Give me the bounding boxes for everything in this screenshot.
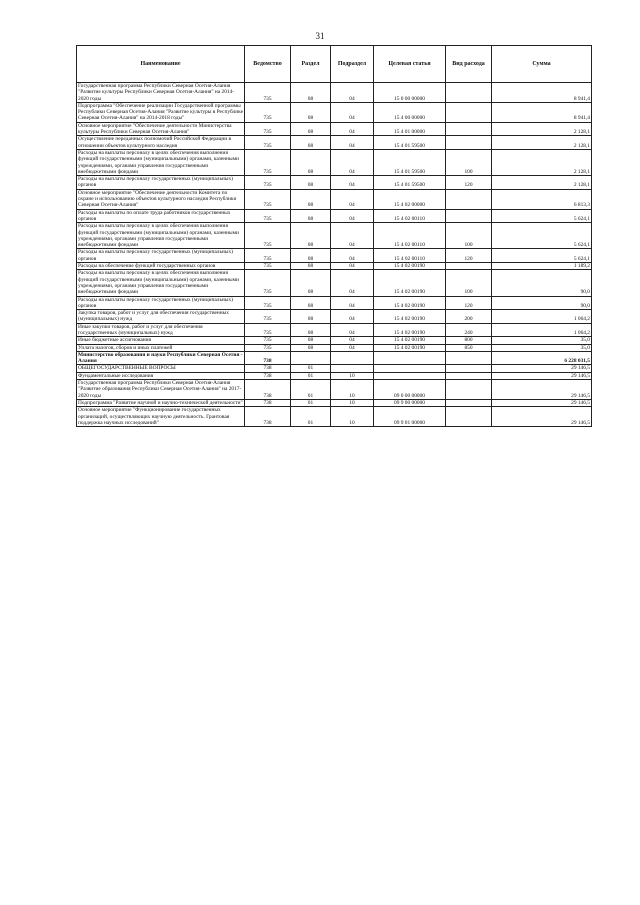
cell-sum: 29 146,5 xyxy=(492,399,592,406)
table-row xyxy=(77,223,592,249)
cell-podrazdel: 04 xyxy=(331,149,374,175)
table-row xyxy=(77,83,592,103)
cell-ved: 735 xyxy=(245,102,291,122)
cell-statya: 15 4 01 59500 xyxy=(374,149,446,175)
col-header-name: Наименование xyxy=(77,46,245,83)
cell-sum: 6 228 031,5 xyxy=(492,351,592,365)
col-header-sum: Сумма xyxy=(492,46,592,83)
cell-vid: 200 xyxy=(446,310,492,324)
cell-statya: 15 4 02 00190 xyxy=(374,310,446,324)
cell-sum: 1 189,2 xyxy=(492,263,592,270)
table-row xyxy=(77,337,592,344)
cell-podrazdel: 04 xyxy=(331,176,374,190)
cell-ved: 735 xyxy=(245,337,291,344)
cell-statya: 09 9 00 00000 xyxy=(374,399,446,406)
cell-sum: 90,0 xyxy=(492,296,592,310)
cell-name: Расходы на выплаты персоналу в целях обеспечения выполнения функций государственными (муниципальными) органами, казенными учреждениями, органами управления государственными внебюджетными фондами xyxy=(77,223,245,249)
cell-podrazdel: 04 xyxy=(331,344,374,351)
cell-name: Иные закупки товаров, работ и услуг для обеспечения государственных (муниципальных) нужд xyxy=(77,323,245,337)
cell-razdel: 08 xyxy=(291,189,331,209)
cell-name: Закупка товаров, работ и услуг для обеспечения государственных (муниципальных) нужд xyxy=(77,310,245,324)
cell-name: Расходы на обеспечение функций государственных органов xyxy=(77,263,245,270)
cell-ved: 735 xyxy=(245,263,291,270)
cell-podrazdel: 04 xyxy=(331,263,374,270)
cell-sum: 5 624,1 xyxy=(492,209,592,223)
cell-ved: 735 xyxy=(245,209,291,223)
cell-ved: 738 xyxy=(245,365,291,372)
budget-table xyxy=(76,45,592,427)
table-row xyxy=(77,380,592,400)
table-row xyxy=(77,249,592,263)
cell-sum: 29 146,5 xyxy=(492,372,592,379)
col-header-razdel: Раздел xyxy=(291,46,331,83)
cell-sum: 29 146,5 xyxy=(492,407,592,427)
cell-razdel: 08 xyxy=(291,102,331,122)
cell-razdel: 08 xyxy=(291,263,331,270)
cell-name: Расходы на выплаты персоналу государственных (муниципальных) органов xyxy=(77,249,245,263)
cell-vid xyxy=(446,102,492,122)
col-header-podrazdel: Подраздел xyxy=(331,46,374,83)
cell-sum: 8 941,4 xyxy=(492,83,592,103)
cell-podrazdel: 04 xyxy=(331,83,374,103)
cell-vid: 100 xyxy=(446,270,492,296)
cell-podrazdel xyxy=(331,351,374,365)
cell-statya: 15 4 01 59500 xyxy=(374,136,446,150)
cell-vid xyxy=(446,380,492,400)
cell-name: Государственная программа Республики Северная Осетия-Алания "Развитие культуры Республики Северная Осетия-Алания" на 2014-2020 годы xyxy=(77,83,245,103)
cell-vid xyxy=(446,136,492,150)
cell-razdel: 08 xyxy=(291,122,331,136)
cell-ved: 735 xyxy=(245,270,291,296)
cell-statya: 15 4 02 00190 xyxy=(374,263,446,270)
table-body xyxy=(77,83,592,427)
cell-ved: 735 xyxy=(245,189,291,209)
table-row xyxy=(77,136,592,150)
cell-sum: 2 128,1 xyxy=(492,136,592,150)
cell-sum: 8 941,4 xyxy=(492,102,592,122)
cell-podrazdel: 04 xyxy=(331,223,374,249)
cell-podrazdel xyxy=(331,365,374,372)
cell-podrazdel: 10 xyxy=(331,399,374,406)
cell-razdel: 08 xyxy=(291,209,331,223)
cell-ved: 738 xyxy=(245,380,291,400)
cell-sum: 1 064,2 xyxy=(492,310,592,324)
cell-podrazdel: 04 xyxy=(331,189,374,209)
cell-sum: 90,0 xyxy=(492,270,592,296)
cell-razdel: 01 xyxy=(291,407,331,427)
table-row xyxy=(77,102,592,122)
cell-razdel: 08 xyxy=(291,270,331,296)
cell-razdel: 01 xyxy=(291,365,331,372)
cell-ved: 735 xyxy=(245,323,291,337)
cell-vid xyxy=(446,263,492,270)
cell-ved: 738 xyxy=(245,399,291,406)
cell-name: Подпрограмма "Развитие научной и научно-технической деятельности" xyxy=(78,399,243,406)
cell-podrazdel: 04 xyxy=(331,323,374,337)
cell-sum: 29 146,5 xyxy=(492,365,592,372)
col-header-statya: Целевая статья xyxy=(374,46,446,83)
cell-vid: 240 xyxy=(446,323,492,337)
cell-statya: 15 4 02 00190 xyxy=(374,337,446,344)
table-row xyxy=(77,209,592,223)
cell-podrazdel: 04 xyxy=(331,102,374,122)
cell-sum: 5 624,1 xyxy=(492,223,592,249)
table-row xyxy=(77,189,592,209)
cell-razdel: 08 xyxy=(291,323,331,337)
cell-razdel: 01 xyxy=(291,380,331,400)
col-header-vid: Вид расхода xyxy=(446,46,492,83)
cell-statya: 15 4 02 00190 xyxy=(374,323,446,337)
cell-ved: 735 xyxy=(245,223,291,249)
cell-podrazdel: 04 xyxy=(331,270,374,296)
cell-vid: 800 xyxy=(446,337,492,344)
table-header-row xyxy=(77,46,592,83)
table-row xyxy=(77,149,592,175)
cell-name: Иные бюджетные ассигнования xyxy=(77,337,245,344)
cell-razdel: 01 xyxy=(291,399,331,406)
cell-name: Расходы на выплаты персоналу в целях обеспечения выполнения функций государственными (муниципальными) органами, казенными учреждениями, органами управления государственными внебюджетными фондами xyxy=(77,270,245,296)
table-row xyxy=(77,296,592,310)
cell-name: Основное мероприятие "Обеспечение деятельности Министерства культуры Республики Северная Осетия-Алания" xyxy=(77,122,245,136)
table-row xyxy=(77,407,592,427)
cell-razdel: 08 xyxy=(291,249,331,263)
cell-statya xyxy=(374,372,446,379)
cell-statya: 15 4 02 00000 xyxy=(374,189,446,209)
cell-vid: 850 xyxy=(446,344,492,351)
cell-name: Государственная программа Республики Северная Осетия-Алания "Развитие образования Республики Северная Осетия-Алания" на 2017-2020 годы xyxy=(77,380,245,400)
cell-sum: 5 624,1 xyxy=(492,249,592,263)
table-row xyxy=(77,323,592,337)
cell-statya: 15 4 00 00000 xyxy=(374,102,446,122)
cell-podrazdel: 04 xyxy=(331,296,374,310)
cell-statya: 15 4 02 00110 xyxy=(374,223,446,249)
cell-razdel: 08 xyxy=(291,223,331,249)
cell-vid xyxy=(446,365,492,372)
cell-razdel xyxy=(291,351,331,365)
table-row xyxy=(77,176,592,190)
cell-razdel: 08 xyxy=(291,83,331,103)
cell-podrazdel: 04 xyxy=(331,249,374,263)
cell-ved: 735 xyxy=(245,310,291,324)
cell-vid xyxy=(446,122,492,136)
cell-ved: 735 xyxy=(245,176,291,190)
cell-statya: 15 4 02 00110 xyxy=(374,249,446,263)
cell-name: Подпрограмма "Обеспечение реализации Государственной программы Республики Северная Осетия-Алания "Развитие культуры в Республике Северная Осетия-Алания" на 2014-2018 годы" xyxy=(78,102,244,122)
cell-razdel: 08 xyxy=(291,337,331,344)
cell-razdel: 08 xyxy=(291,136,331,150)
table-row xyxy=(77,399,592,406)
cell-name: Фундаментальные исследования xyxy=(77,372,245,379)
cell-podrazdel: 04 xyxy=(331,337,374,344)
cell-ved: 735 xyxy=(245,296,291,310)
cell-name: Расходы на выплаты персоналу государственных (муниципальных) органов xyxy=(77,296,245,310)
cell-sum: 35,0 xyxy=(492,344,592,351)
cell-podrazdel: 04 xyxy=(331,310,374,324)
cell-razdel: 08 xyxy=(291,296,331,310)
cell-vid xyxy=(446,351,492,365)
cell-statya: 15 4 02 00190 xyxy=(374,296,446,310)
cell-ved: 735 xyxy=(245,344,291,351)
table-row xyxy=(77,351,592,365)
cell-name: Уплата налогов, сборов и иных платежей xyxy=(77,344,245,351)
cell-ved: 735 xyxy=(245,83,291,103)
cell-sum: 2 128,1 xyxy=(492,122,592,136)
cell-sum: 1 064,2 xyxy=(492,323,592,337)
cell-ved: 738 xyxy=(245,407,291,427)
cell-ved: 735 xyxy=(245,136,291,150)
cell-name: Расходы на выплаты по оплате труда работников государственных органов xyxy=(77,209,245,223)
cell-vid xyxy=(446,189,492,209)
cell-vid: 120 xyxy=(446,296,492,310)
table-row xyxy=(77,310,592,324)
table-row xyxy=(77,344,592,351)
cell-vid: 120 xyxy=(446,176,492,190)
cell-sum: 6 813,3 xyxy=(492,189,592,209)
cell-razdel: 01 xyxy=(291,372,331,379)
cell-statya: 09 9 01 00000 xyxy=(374,407,446,427)
table-row xyxy=(77,263,592,270)
cell-sum: 2 128,1 xyxy=(492,149,592,175)
page-number: 31 xyxy=(315,31,325,41)
cell-podrazdel: 04 xyxy=(331,136,374,150)
cell-name: ОБЩЕГОСУДАРСТВЕННЫЕ ВОПРОСЫ xyxy=(77,365,245,372)
cell-razdel: 08 xyxy=(291,176,331,190)
table-row xyxy=(77,122,592,136)
cell-razdel: 08 xyxy=(291,149,331,175)
cell-razdel: 08 xyxy=(291,344,331,351)
cell-statya: 15 0 00 00000 xyxy=(374,83,446,103)
cell-statya: 15 4 02 00190 xyxy=(374,270,446,296)
cell-sum: 2 128,1 xyxy=(492,176,592,190)
cell-ved: 735 xyxy=(245,122,291,136)
cell-name: Расходы на выплаты персоналу государственных (муниципальных) органов xyxy=(77,176,245,190)
cell-razdel: 08 xyxy=(291,310,331,324)
cell-vid: 120 xyxy=(446,249,492,263)
table-row xyxy=(77,372,592,379)
cell-vid xyxy=(446,83,492,103)
cell-vid: 100 xyxy=(446,149,492,175)
cell-name: Основное мероприятие "Обеспечение деятельности Комитета по охране и использованию объектов культурного наследия Республики Северная Осетия-Алания" xyxy=(77,189,245,209)
cell-name: Осуществление переданных полномочий Российской Федерации в отношении объектов культурного наследия xyxy=(77,136,245,150)
cell-vid xyxy=(446,372,492,379)
cell-name: Министерство образования и науки Республики Северная Осетия - Алания xyxy=(78,351,243,365)
cell-ved: 735 xyxy=(245,249,291,263)
cell-vid xyxy=(446,209,492,223)
cell-sum: 29 146,5 xyxy=(492,380,592,400)
cell-podrazdel: 10 xyxy=(331,372,374,379)
cell-name: Расходы на выплаты персоналу в целях обеспечения выполнения функций государственными (муниципальными) органами, казенными учреждениями, органами управления государственными внебюджетными фондами xyxy=(77,149,245,175)
table-row xyxy=(77,365,592,372)
cell-podrazdel: 10 xyxy=(331,407,374,427)
cell-statya: 15 4 01 00000 xyxy=(374,122,446,136)
cell-vid xyxy=(446,407,492,427)
cell-podrazdel: 04 xyxy=(331,209,374,223)
table-row xyxy=(77,270,592,296)
cell-statya: 15 4 02 00110 xyxy=(374,209,446,223)
cell-name: Основное мероприятие "Функционирование государственных организаций, осуществляющих научную деятельность. Грантовая поддержка научных исследований" xyxy=(77,407,245,427)
col-header-ved: Ведомство xyxy=(245,46,291,83)
cell-vid xyxy=(446,399,492,406)
cell-ved: 738 xyxy=(245,372,291,379)
cell-statya xyxy=(374,365,446,372)
cell-statya: 09 0 00 00000 xyxy=(374,380,446,400)
cell-statya xyxy=(374,351,446,365)
cell-podrazdel: 04 xyxy=(331,122,374,136)
cell-vid: 100 xyxy=(446,223,492,249)
cell-sum: 35,0 xyxy=(492,337,592,344)
cell-podrazdel: 10 xyxy=(331,380,374,400)
cell-ved: 735 xyxy=(245,149,291,175)
cell-ved: 738 xyxy=(245,351,291,365)
cell-statya: 15 4 02 00190 xyxy=(374,344,446,351)
cell-statya: 15 4 01 59500 xyxy=(374,176,446,190)
